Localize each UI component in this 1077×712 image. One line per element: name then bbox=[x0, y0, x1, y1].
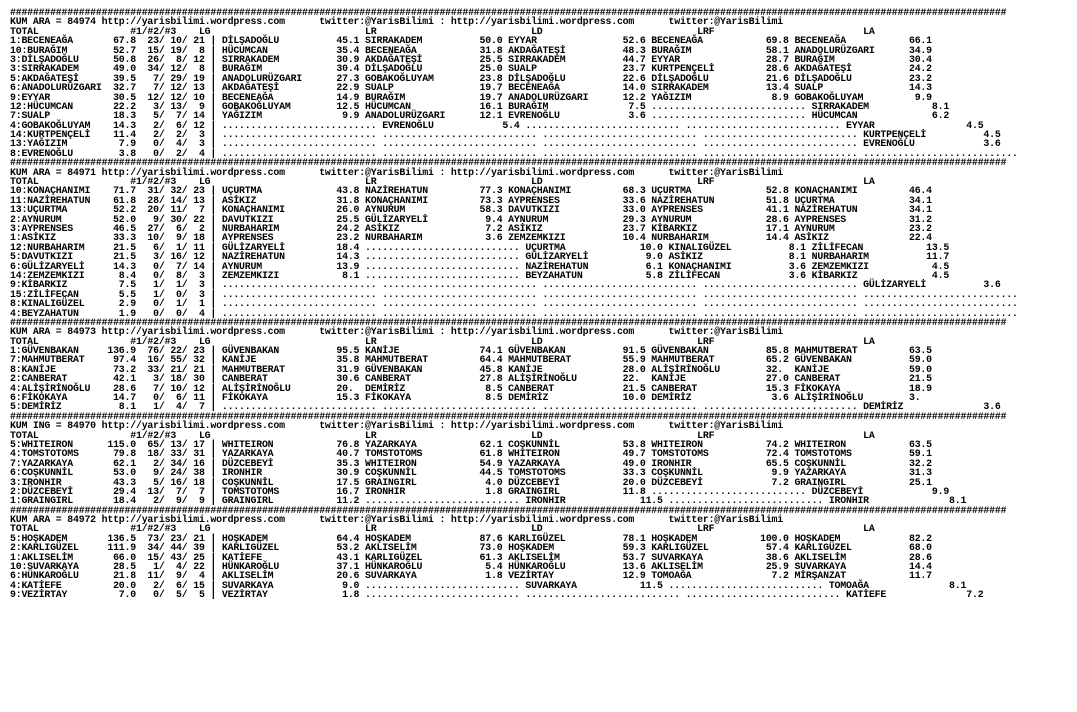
text-line: 12:NURBAHARIM 21.5 6/ 1/ 11 | GÜLİZARYELİ 18.4 ........................... UÇURTMA 10.0 KINALIGÜZEL 8.1 ZİLİFECAN 13.5 bbox=[10, 241, 950, 253]
text-line: 6:COŞKUNNİL 53.0 9/ 24/ 38 | IRONHIR 30.9 COŞKUNNİL 44.5 TOMSTOTOMS 33.3 COŞKUNNİL 9.9 YAZARKAYA 31.3 bbox=[10, 467, 932, 479]
text-line: KUM ARA = 84972 http://yarisbilimi.wordpress.com twitter:@YarisBilimi : http://yarisbilimi.wordpress.com twitter:@YarisBilimi bbox=[10, 514, 784, 526]
text-line: 14:KURTPENÇELİ 11.4 2/ 2/ 3 | ........................... ........................... ........................... ........................... KURTPENÇELİ 4.5 bbox=[10, 129, 1001, 141]
text-line: 7:YAZARKAYA 62.1 2/ 34/ 16 | DÜZCEBEYİ 35.3 WHITEIRON 54.9 YAZARKAYA 49.0 IRONHIR 65.5 COŞKUNNİL 32.2 bbox=[10, 457, 932, 469]
text-line: 14:ZEMZEMKIZI 8.4 0/ 8/ 3 | ZEMZEMKIZI 8.1 ........................... BEYZAHATUN 5.8 ZİLİFECAN 3.6 KİBARKIZ 4.5 bbox=[10, 269, 950, 281]
text-line: 1:GÜVENBAKAN 136.9 76/ 22/ 23 | GÜVENBAKAN 95.5 KANİJE 74.1 GÜVENBAKAN 91.5 GÜVENBAKAN 85.8 MAHMUTBERAT 63.5 bbox=[10, 345, 932, 357]
text-line: 4:ALİŞİRİNOĞLU 28.6 7/ 10/ 12 | ALİŞİRİNOĞLU 20. DEMİRİZ 8.5 CANBERAT 21.5 CANBERAT 15.3 FİKOKAYA 18.9 bbox=[10, 382, 932, 394]
text-line: TOTAL #1/#2/#3 LG LR LD LRF LA bbox=[10, 523, 875, 535]
text-line: 6:HÜNKAROĞLU 21.8 11/ 9/ 4 | AKLISELİM 20.6 SUVARKAYA 1.8 VEZİRTAY 12.9 TOMOAĞA 7.2 MİRŞANZAT 11.7 bbox=[10, 570, 932, 582]
text-line: 3:AYPRENSES 46.5 27/ 6/ 2 | NURBAHARIM 24.2 ASİKIZ 7.2 ASİKIZ 23.7 KİBARKIZ 17.1 AYNURUM 23.2 bbox=[10, 222, 932, 234]
text-line: TOTAL #1/#2/#3 LG LR LD LRF LA bbox=[10, 25, 875, 37]
text-line: 7:SUALP 18.3 5/ 7/ 14 | YAĞIZIM 9.9 ANADOLURÜZGARI 12.1 EVRENOĞLU 3.6 ........................... HÜCUMCAN 6.2 bbox=[10, 110, 950, 122]
text-line: 9:KİBARKIZ 7.5 1/ 1/ 3 | ........................... ........................... ........................... ........................... GÜLİZARYELİ 3.6 bbox=[10, 279, 1001, 291]
text-line: 15:ZİLİFECAN 5.5 1/ 0/ 3 | ........................... ........................... ........................... ........................... ........................... bbox=[10, 288, 1018, 300]
separator-line: ############################################################################################################################################################################## bbox=[10, 7, 1007, 18]
separator-line: ############################################################################################################################################################################## bbox=[10, 410, 1007, 422]
text-line: 11:NAZİREHATUN 61.8 28/ 14/ 13 | ASİKIZ 31.8 KONAÇHANIMI 73.3 AYPRENSES 33.6 NAZİREHATUN 51.8 UÇURTMA 34.1 bbox=[10, 194, 932, 206]
text-line: KUM ARA = 84974 http://yarisbilimi.wordpress.com twitter:@YarisBilimi : http://yarisbilimi.wordpress.com twitter:@YarisBilimi bbox=[10, 16, 784, 28]
text-line: 10:BURAĞIM 52.7 15/ 19/ 8 | HÜCUMCAN 35.4 BECENEAĞA 31.8 AKDAĞATEŞİ 48.3 BURAĞIM 58.1 ANADOLURÜZGARI 34.9 bbox=[10, 44, 932, 56]
text-line: 5:DAVUTKIZI 21.5 3/ 16/ 12 | NAZİREHATUN 14.3 ........................... GÜLİZARYELİ 9.0 ASİKIZ 8.1 NURBAHARIM 11.7 bbox=[10, 251, 950, 263]
text-line: 4:GOBAKOĞLUYAM 14.3 2/ 6/ 12 | ........................... EVRENOĞLU 5.4 ........................... ........................... EYYAR 4.5 bbox=[10, 119, 984, 131]
text-line: 3:DİLŞADOĞLU 50.8 26/ 8/ 12 | SIRRAKADEM 30.9 AKDAĞATEŞİ 25.5 SIRRAKADEM 44.7 EYYAR 28.7 BURAĞIM 30.4 bbox=[10, 53, 932, 65]
text-line: 3:IRONHIR 43.3 5/ 16/ 18 | COŞKUNNİL 17.5 GRAINGIRL 4.0 DÜZCEBEYİ 20.0 DÜZCEBEYİ 7.2 GRAINGIRL 25.1 bbox=[10, 476, 932, 488]
text-line: 13:YAĞIZIM 7.9 0/ 4/ 3 | ........................... ........................... ........................... ........................... EVRENOĞLU 3.6 bbox=[10, 138, 1001, 150]
text-line: 6:ANADOLURÜZGARI 32.7 7/ 12/ 13 | AKDAĞATEŞİ 22.9 SUALP 19.7 BECENEAĞA 14.0 SIRRAKADEM 13.4 SUALP 14.3 bbox=[10, 82, 932, 94]
text-line: 1:BECENEAĞA 67.8 23/ 10/ 21 | DİLŞADOĞLU 45.1 SIRRAKADEM 50.0 EYYAR 52.6 BECENEAĞA 69.8 BECENEAĞA 66.1 bbox=[10, 35, 932, 47]
text-line: TOTAL #1/#2/#3 LG LR LD LRF LA bbox=[10, 335, 875, 347]
separator-line: ############################################################################################################################################################################## bbox=[10, 316, 1007, 328]
text-line: 6:FİKOKAYA 14.7 0/ 6/ 11 | FİKOKAYA 15.3 FİKOKAYA 8.5 DEMİRİZ 10.0 DEMİRİZ 3.6 ALİŞİRİNOĞLU 3. bbox=[10, 392, 921, 404]
text-line: 2:DÜZCEBEYİ 29.4 13/ 7/ 7 | TOMSTOTOMS 16.7 IRONHIR 1.8 GRAINGIRL 11.8 ........................... DÜZCEBEYİ 9.9 bbox=[10, 485, 950, 497]
text-line: 3:SIRRAKADEM 49.0 34/ 12/ 8 | BURAĞIM 30.4 DİLŞADOĞLU 25.0 SUALP 23.7 KURTPENÇELİ 28.6 AKDAĞATEŞİ 24.2 bbox=[10, 63, 932, 75]
text-line: KUM ARA = 84971 http://yarisbilimi.wordpress.com twitter:@YarisBilimi : http://yarisbilimi.wordpress.com twitter:@YarisBilimi bbox=[10, 166, 784, 178]
text-line: 2:KARLIGÜZEL 111.9 34/ 44/ 39 | KARLIGÜZEL 53.2 AKLISELİM 73.0 HOŞKADEM 59.3 KARLIGÜZEL 57.4 KARLIGÜZEL 68.0 bbox=[10, 542, 932, 554]
text-line: 6:GÜLİZARYELİ 14.3 0/ 7/ 14 | AYNURUM 13.9 ........................... NAZİREHATUN 6.1 KONAÇHANIMI 3.6 ZEMZEMKIZI 4.5 bbox=[10, 260, 950, 272]
text-line: 10:SUVARKAYA 28.5 1/ 4/ 22 | HÜNKAROĞLU 37.1 HÜNKAROĞLU 5.4 HÜNKAROĞLU 13.6 AKLISELİM 25.9 SUVARKAYA 14.4 bbox=[10, 561, 932, 573]
text-line: TOTAL #1/#2/#3 LG LR LD LRF LA bbox=[10, 176, 875, 188]
text-line: 8:KANİJE 73.2 33/ 21/ 21 | MAHMUTBERAT 31.9 GÜVENBAKAN 45.8 KANİJE 28.0 ALİŞİRİNOĞLU 32. KANİJE 59.0 bbox=[10, 363, 932, 375]
text-line: 10:KONAÇHANIMI 71.7 31/ 32/ 23 | UÇURTMA 43.8 NAZİREHATUN 77.3 KONAÇHANIMI 68.3 UÇURTMA 52.8 KONAÇHANIMI 46.4 bbox=[10, 185, 932, 197]
text-line: 8:KINALIGÜZEL 2.9 0/ 1/ 1 | ........................... ........................... ........................... ........................... ........................... bbox=[10, 298, 1018, 310]
text-line: 1:AKLISELİM 66.0 15/ 43/ 25 | KATİEFE 43.1 KARLIGÜZEL 61.3 AKLISELİM 53.7 SUVARKAYA 38.6 AKLISELİM 28.6 bbox=[10, 551, 932, 563]
separator-line: ############################################################################################################################################################################## bbox=[10, 504, 1007, 516]
text-line: 8:EVRENOĞLU 3.8 0/ 2/ 4 | ........................... ........................... ........................... ........................... ........................... bbox=[10, 147, 1018, 159]
text-line: 5:DEMİRİZ 8.1 1/ 4/ 7 | ........................... ........................... ........................... ........................... DEMİRİZ 3.6 bbox=[10, 401, 1001, 413]
text-line: 4:KATİEFE 20.0 2/ 6/ 15 | SUVARKAYA 9.0 ........................... SUVARKAYA 11.5 ........................... TOMOAĞA 8.1 bbox=[10, 579, 967, 591]
text-line: 4:TOMSTOTOMS 79.8 18/ 33/ 31 | YAZARKAYA 40.7 TOMSTOTOMS 61.8 WHITEIRON 49.7 TOMSTOTOMS 72.4 TOMSTOTOMS 59.1 bbox=[10, 448, 932, 460]
text-line: 5:WHITEIRON 115.0 65/ 13/ 17 | WHITEIRON 76.8 YAZARKAYA 62.1 COŞKUNNİL 53.8 WHITEIRON 74.2 WHITEIRON 63.5 bbox=[10, 438, 932, 450]
text-line: KUM ING = 84970 http://yarisbilimi.wordpress.com twitter:@YarisBilimi : http://yarisbilimi.wordpress.com twitter:@YarisBilimi bbox=[10, 420, 784, 432]
text-line: 5:HOŞKADEM 136.5 73/ 23/ 21 | HOŞKADEM 64.4 HOŞKADEM 87.6 KARLIGÜZEL 78.1 HOŞKADEM 100.0 HOŞKADEM 82.2 bbox=[10, 532, 932, 544]
text-line: 4:BEYZAHATUN 1.9 0/ 0/ 4 | ........................... ........................... ........................... ........................... ........................... bbox=[10, 307, 1018, 319]
text-line: 12:HÜCUMCAN 22.2 3/ 13/ 9 | GOBAKOĞLUYAM 12.5 HÜCUMCAN 16.1 BURAĞIM 7.5 ........................... SIRRAKADEM 8.1 bbox=[10, 100, 950, 112]
text-line: 2:CANBERAT 42.1 3/ 18/ 30 | CANBERAT 30.6 CANBERAT 27.8 ALİŞİRİNOĞLU 22. KANİJE 27.0 CANBERAT 21.5 bbox=[10, 373, 932, 385]
text-line: 7:MAHMUTBERAT 97.4 16/ 55/ 32 | KANİJE 35.8 MAHMUTBERAT 64.4 MAHMUTBERAT 55.9 MAHMUTBERAT 65.2 GÜVENBAKAN 59.0 bbox=[10, 354, 932, 366]
text-line: 1:GRAINGIRL 18.4 2/ 9/ 9 | GRAINGIRL 11.2 ........................... IRONHIR 11.5 ........................... IRONHIR 8.1 bbox=[10, 495, 967, 507]
text-line: 13:UÇURTMA 52.2 20/ 11/ 7 | KONAÇHANIMI 26.0 AYNURUM 58.3 DAVUTKIZI 33.0 AYPRENSES 41.1 NAZİREHATUN 34.1 bbox=[10, 204, 932, 216]
text-line: 9:VEZİRTAY 7.0 0/ 5/ 5 | VEZİRTAY 1.8 ........................... ........................... ........................... KATİEFE 7.2 bbox=[10, 589, 984, 601]
text-line: 1:ASİKIZ 33.3 10/ 9/ 18 | AYPRENSES 23.2 NURBAHARIM 3.6 ZEMZEMKIZI 10.4 NURBAHARIM 14.4 ASİKIZ 22.4 bbox=[10, 232, 932, 244]
text-line: 9:EYYAR 30.5 12/ 12/ 10 | BECENEAĞA 14.9 BURAĞIM 19.7 ANADOLURÜZGARI 12.2 YAĞIZIM 8.9 GOBAKOĞLUYAM 9.9 bbox=[10, 91, 932, 103]
text-line: KUM ARA = 84973 http://yarisbilimi.wordpress.com twitter:@YarisBilimi : http://yarisbilimi.wordpress.com twitter:@YarisBilimi bbox=[10, 326, 784, 338]
separator-line: ############################################################################################################################################################################## bbox=[10, 157, 1007, 169]
text-line: 5:AKDAĞATEŞİ 39.5 7/ 29/ 19 | ANADOLURÜZGARI 27.3 GOBAKOĞLUYAM 23.8 DİLŞADOĞLU 22.6 DİLŞADOĞLU 21.6 DİLŞADOĞLU 23.2 bbox=[10, 72, 932, 84]
text-line: 2:AYNURUM 52.0 9/ 30/ 22 | DAVUTKIZI 25.5 GÜLİZARYELİ 9.4 AYNURUM 29.3 AYNURUM 28.6 AYPRENSES 31.2 bbox=[10, 213, 932, 225]
text-line: TOTAL #1/#2/#3 LG LR LD LRF LA bbox=[10, 429, 875, 441]
